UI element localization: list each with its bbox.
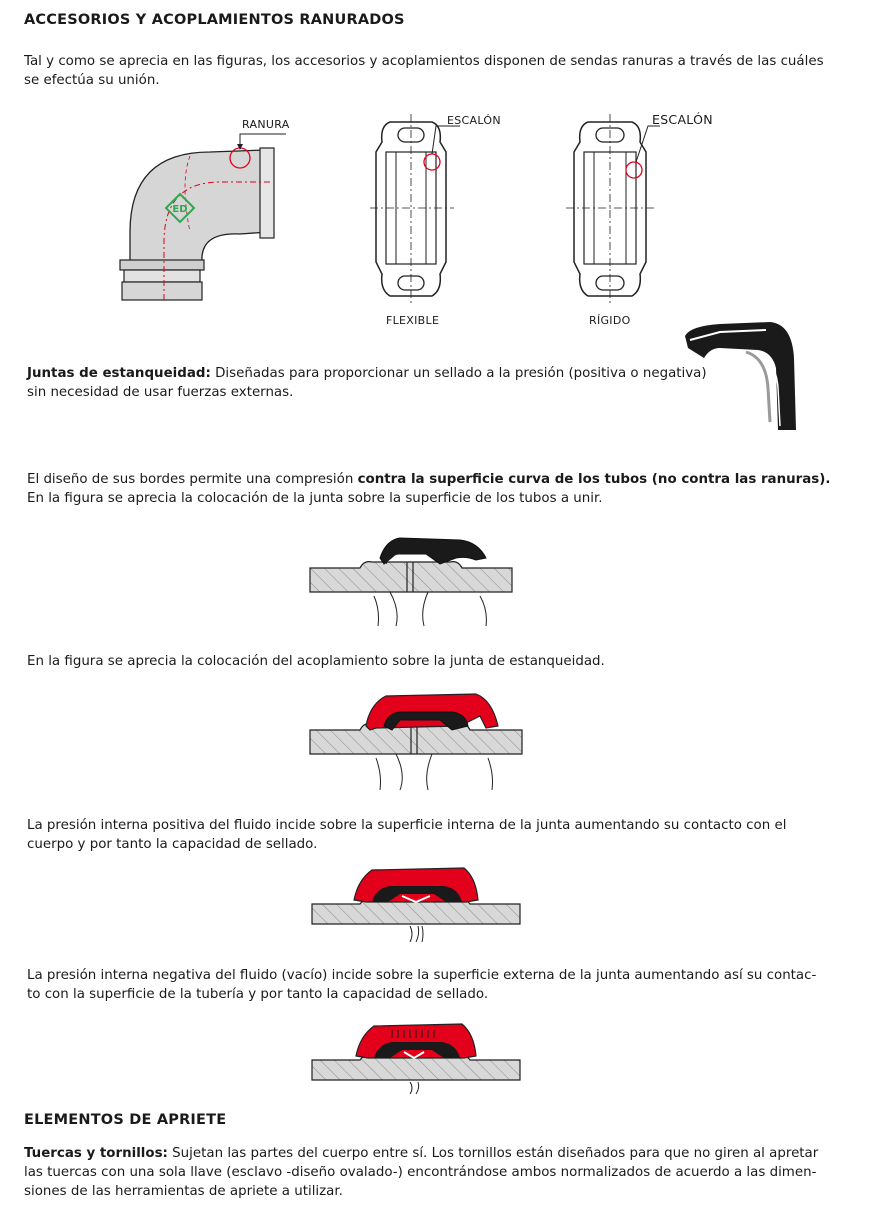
label-escalon-flexible: ESCALÓN — [447, 114, 501, 127]
intro-line-1: Tal y como se aprecia en las figuras, los accesorios y acoplamientos disponen de sendas ranuras a través de las cuáles — [24, 54, 824, 69]
label-ranura: RANURA — [242, 118, 290, 131]
section-title-accesorios: ACCESORIOS Y ACOPLAMIENTOS RANURADOS — [24, 12, 405, 28]
negativa-paragraph — [27, 966, 867, 1004]
bordes-paragraph — [27, 470, 867, 508]
bordes-bold: contra la superficie curva de los tubos (no contra las ranuras). — [357, 472, 831, 487]
negative-pressure-figure — [306, 1018, 526, 1096]
bordes-text-1: El diseño de sus bordes permite una compresión — [27, 472, 358, 487]
negativa-text-1: La presión interna negativa del fluido (vacío) incide sobre la superficie externa de la junta aumentando así su contac- — [27, 968, 817, 983]
positive-pressure-figure — [306, 860, 526, 944]
flexible-coupling-figure — [370, 112, 460, 307]
positiva-paragraph — [27, 816, 867, 854]
positiva-text-2: cuerpo y por tanto la capacidad de sellado. — [27, 837, 318, 852]
label-rigido: RÍGIDO — [589, 314, 631, 327]
rigid-coupling-figure — [566, 112, 661, 307]
acoplamiento-paragraph: En la figura se aprecia la colocación del acoplamiento sobre la junta de estanqueidad. — [27, 654, 605, 669]
negativa-text-2: to con la superficie de la tubería y por tanto la capacidad de sellado. — [27, 987, 489, 1002]
tuercas-text-2: las tuercas con una sola llave (esclavo -diseño ovalado-) encontrándose ambos normalizados de acuerdo a las dimen- — [24, 1165, 817, 1180]
juntas-paragraph — [27, 364, 707, 402]
tuercas-text-3: siones de las herramientas de apriete a utilizar. — [24, 1184, 343, 1199]
positiva-text-1: La presión interna positiva del fluido incide sobre la superficie interna de la junta aumentando su contacto con el — [27, 818, 787, 833]
gasket-on-pipes-figure — [300, 530, 520, 630]
tuercas-paragraph — [24, 1144, 869, 1201]
juntas-text-2: sin necesidad de usar fuerzas externas. — [27, 385, 294, 400]
coupling-over-gasket-figure — [300, 686, 530, 794]
elbow-mark-text: ED — [172, 204, 188, 215]
bordes-text-2: En la figura se aprecia la colocación de la junta sobre la superficie de los tubos a unir. — [27, 491, 603, 506]
label-flexible: FLEXIBLE — [386, 314, 440, 327]
grooved-elbow-figure — [110, 112, 310, 312]
label-escalon-rigido: ESCALÓN — [652, 112, 713, 127]
intro-paragraph — [24, 52, 864, 90]
juntas-label: Juntas de estanqueidad: — [27, 366, 211, 381]
tuercas-text-1: Sujetan las partes del cuerpo entre sí. Los tornillos están diseñados para que no giren al apretar — [167, 1146, 819, 1161]
section-title-elementos: ELEMENTOS DE APRIETE — [24, 1112, 227, 1128]
tuercas-label: Tuercas y tornillos: — [24, 1146, 168, 1161]
intro-line-2: se efectúa su unión. — [24, 73, 160, 88]
juntas-text-1: Diseñadas para proporcionar un sellado a la presión (positiva o negativa) — [210, 366, 707, 381]
